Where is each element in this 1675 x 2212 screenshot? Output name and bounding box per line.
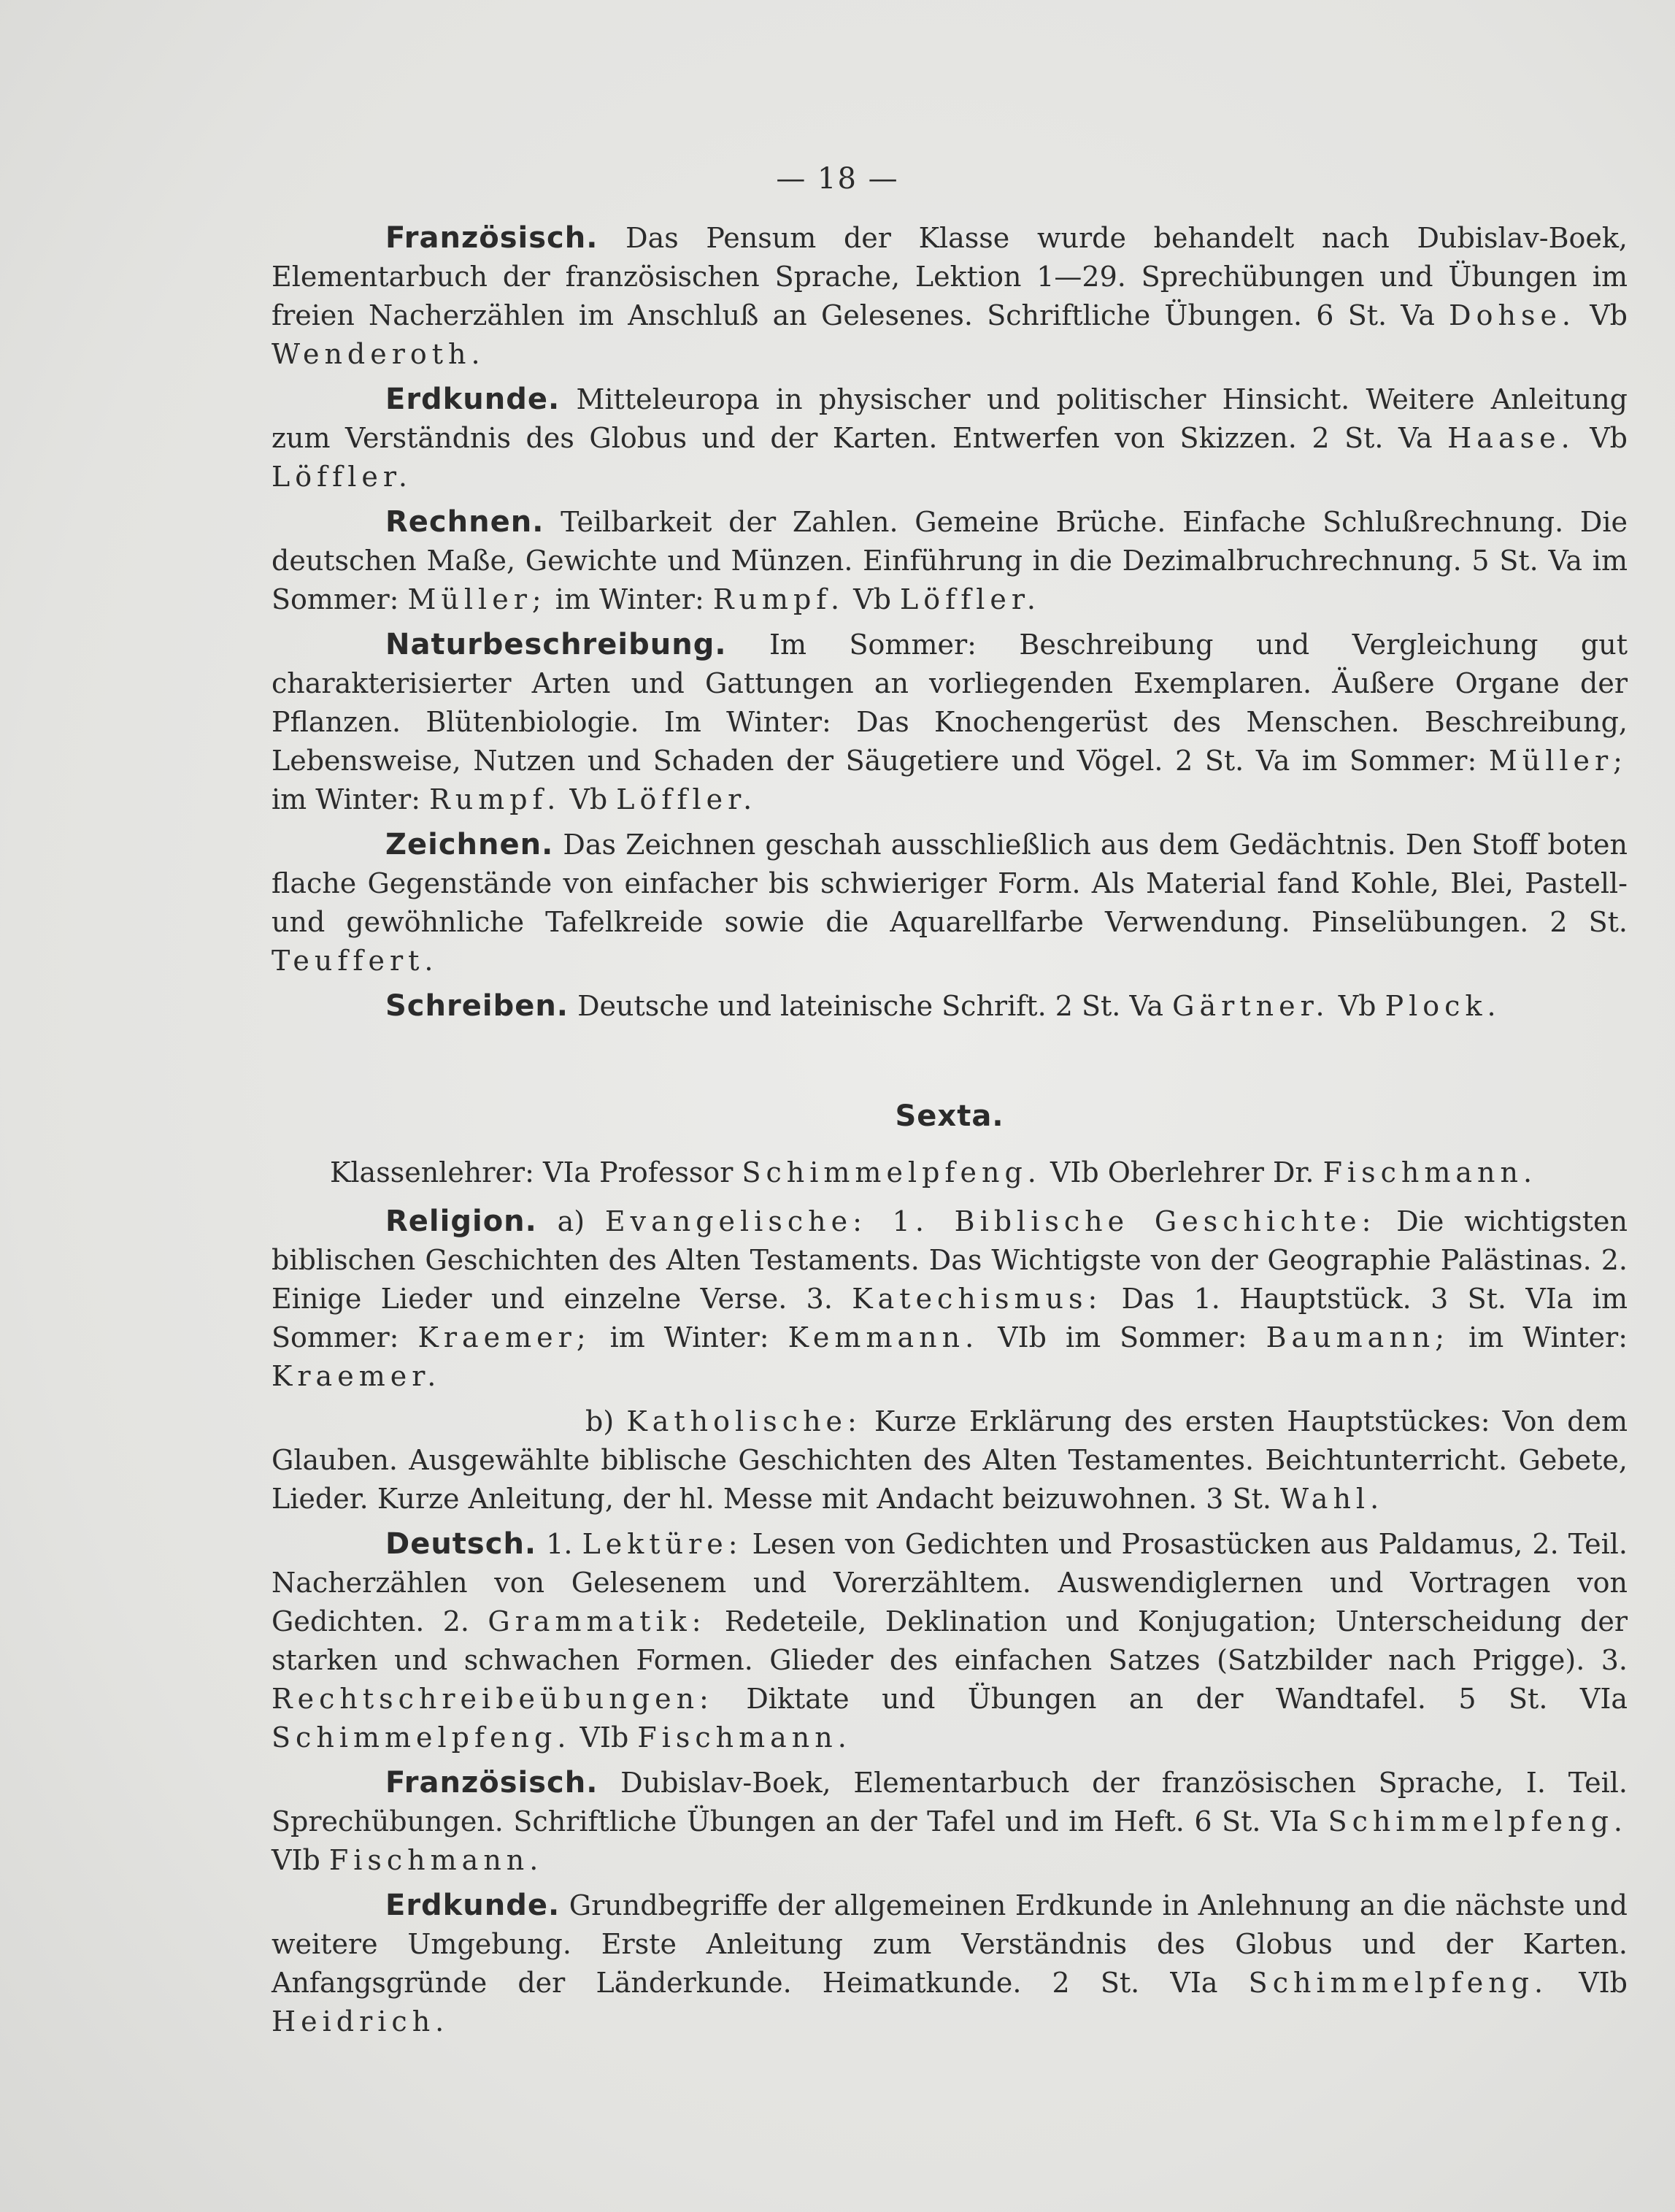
subject-heading: Deutsch. [385,1527,537,1561]
paragraph-text: Das Pensum der Klasse wurde behandelt nach Dubislav-Boek, Elementarbuch der französischen Sprache, Lektion 1—29. Sprechübungen und Übungen im freien Nacherzählen im Anschluß an Gelesenes. Schriftliche Übungen. 6 St. Va [272,222,1628,331]
paragraph-text: im Winter: [272,783,430,815]
paragraph-text: VIb [272,1844,329,1876]
teacher-name: Wahl. [1280,1483,1385,1515]
teacher-name: Schimmelpfeng. [272,1721,571,1754]
teacher-name: Kemmann. [788,1321,979,1353]
paragraph-text: im Winter: [546,583,713,615]
teacher-name: Löffler. [900,583,1041,615]
paragraph-text: Im Sommer: Beschreibung und Vergleichung gut charakterisierter Arten und Gattungen an vorliegenden Exemplaren. Äußere Organe der Pflanzen. Blütenbiologie. Im Winter: Das Knochengerüst des Menschen. Beschreibung, Lebensweise, Nutzen und Schaden der Säugetiere und Vögel. 2 St. Va im Sommer: [272,629,1628,777]
paragraph-erdkunde-quinta [272,380,1628,496]
paragraph-text: Diktate und Übungen an der Wandtafel. 5 St. VIa [713,1683,1628,1715]
paragraph-franzoesisch-sexta [272,1764,1628,1880]
section-heading-sexta: Sexta. [895,1099,1004,1133]
subject-heading: Schreiben. [385,989,569,1023]
subject-heading: Rechnen. [385,505,544,539]
paragraph-deutsch [272,1525,1628,1757]
spaced-term: Evangelische: 1. Biblische Geschichte: [604,1205,1376,1237]
spaced-term: Katholische: [626,1405,862,1437]
paragraph-text: Vb [561,783,617,815]
teacher-name: Fischmann. [637,1721,852,1754]
teacher-name: Rumpf. [712,583,845,615]
paragraph-text: Das Zeichnen geschah ausschließlich aus dem Gedächtnis. Den Stoff boten flache Gegenstände von einfacher bis schwieriger Form. Als Material fand Kohle, Blei, Pastell- und gewöhnliche Tafelkreide sowie die Aquarellfarbe Verwendung. Pinselübungen. 2 St. [272,829,1628,938]
paragraph-text: VIb [571,1721,638,1754]
paragraph-text: Grundbegriffe der allgemeinen Erdkunde in Anlehnung an die nächste und weitere Umgebung. Erste Anleitung zum Verständnis des Globus und der Karten. Anfangsgründe der Länderkunde. Heimatkunde. 2 St. VIa [272,1889,1628,1999]
paragraph-text: Dubislav-Boek, Elementarbuch der französischen Sprache, I. Teil. Sprechübungen. Schriftliche Übungen an der Tafel und im Heft. 6 St. VIa [272,1767,1628,1837]
subject-heading: Erdkunde. [385,383,561,416]
teacher-name: Müller; [407,583,547,615]
paragraph-text: VIb Oberlehrer Dr. [1041,1156,1323,1188]
teacher-name: Gärtner. [1172,990,1330,1022]
paragraph-text: im Winter: [1449,1321,1628,1353]
teacher-name: Müller; [1488,745,1628,777]
subject-heading: Erdkunde. [385,1889,561,1922]
body-text [272,219,1628,2048]
teacher-name: Schimmelpfeng. [1328,1805,1628,1837]
paragraph-text: Deutsche und lateinische Schrift. 2 St. Va [577,990,1173,1022]
teacher-name: Teuffert. [272,945,439,977]
paragraph-text: Klassenlehrer: VIa Professor [330,1156,742,1188]
spaced-term: Grammatik: [488,1605,706,1637]
paragraph-text: Kurze Erklärung des ersten Hauptstückes: Von dem Glauben. Ausgewählte biblische Geschichten des Alten Testamentes. Beichtunterricht. Gebete, Lieder. Kurze Anleitung, der hl. Messe mit Andacht beizuwohnen. 3 St. [272,1405,1628,1515]
paragraph-text: Mitteleuropa in physischer und politischer Hinsicht. Weitere Anleitung zum Verständnis des Globus und der Karten. Entwerfen von Skizzen. 2 St. Va [272,383,1628,454]
teacher-name: Plock. [1385,990,1501,1022]
paragraph-rechnen [272,503,1628,619]
teacher-name: Kraemer. [272,1360,442,1392]
paragraph-naturbeschreibung [272,626,1628,819]
paragraph-text: Vb [1576,299,1628,331]
paragraph-text: VIb im Sommer: [979,1321,1266,1353]
teacher-name: Haase. [1447,422,1575,454]
paragraph-text: im Winter: [590,1321,788,1353]
paragraph-text: Lesen von Gedichten und Prosastücken aus Paldamus, 2. Teil. Nacherzählen von Gelesenem und Vorerzähltem. Auswendiglernen und Vortragen von Gedichten. 2. [272,1528,1628,1637]
spaced-term: Rechtschreibeübungen: [272,1683,714,1715]
teacher-name: Heidrich. [272,2005,450,2038]
teacher-name: Rumpf. [429,783,561,815]
paragraph-text: a) [557,1205,605,1237]
class-teacher-line [272,1153,1628,1192]
paragraph-erdkunde-sexta [272,1886,1628,2041]
paragraph-text: Das 1. Hauptstück. 3 St. VIa im Sommer: [272,1283,1628,1353]
paragraph-text: Vb [844,583,901,615]
teacher-name: Löffler. [616,783,758,815]
subject-heading: Französisch. [385,1766,598,1800]
paragraph-text: Vb [1329,990,1385,1022]
paragraph-religion-b [272,1402,1628,1518]
paragraph-schreiben [272,987,1628,1026]
page-number: — 18 — [776,162,899,196]
paragraph-zeichnen [272,826,1628,980]
spaced-term: Katechismus: [852,1283,1103,1315]
paragraph-franzoesisch-quinta [272,219,1628,374]
subject-heading: Französisch. [385,221,598,255]
paragraph-text: VIb [1548,1967,1628,1999]
paragraph-text: Teilbarkeit der Zahlen. Gemeine Brüche. Einfache Schlußrechnung. Die deutschen Maße, Gewichte und Münzen. Einführung in die Dezimalbruchrechnung. 5 St. Va im Sommer: [272,506,1628,615]
teacher-name: Schimmelpfeng. [1248,1967,1549,1999]
teacher-name: Löffler. [272,461,412,493]
spaced-term: Lektüre: [582,1528,743,1560]
teacher-name: Schimmelpfeng. [742,1156,1041,1188]
teacher-name: Kraemer; [417,1321,591,1353]
subject-heading: Religion. [385,1205,537,1238]
paragraph-religion [272,1202,1628,1396]
paragraph-text: Die wichtigsten biblischen Geschichten des Alten Testaments. Das Wichtigste von der Geographie Palästinas. 2. Einige Lieder und einzelne Verse. 3. [272,1205,1628,1315]
paragraph-text: Redeteile, Deklination und Konjugation; Unterscheidung der starken und schwachen Formen. Glieder des einfachen Satzes (Satzbilder nach Prigge). 3. [272,1605,1628,1676]
paragraph-text: 1. [546,1528,582,1560]
teacher-name: Wenderoth. [272,338,485,370]
subject-heading: Zeichnen. [385,828,554,861]
teacher-name: Baumann; [1266,1321,1450,1353]
teacher-name: Fischmann. [1322,1156,1538,1188]
subject-heading: Naturbeschreibung. [385,628,727,661]
teacher-name: Dohse. [1449,299,1576,331]
paragraph-text: b) [585,1405,627,1437]
teacher-name: Fischmann. [328,1844,544,1876]
paragraph-text: Vb [1574,422,1628,454]
